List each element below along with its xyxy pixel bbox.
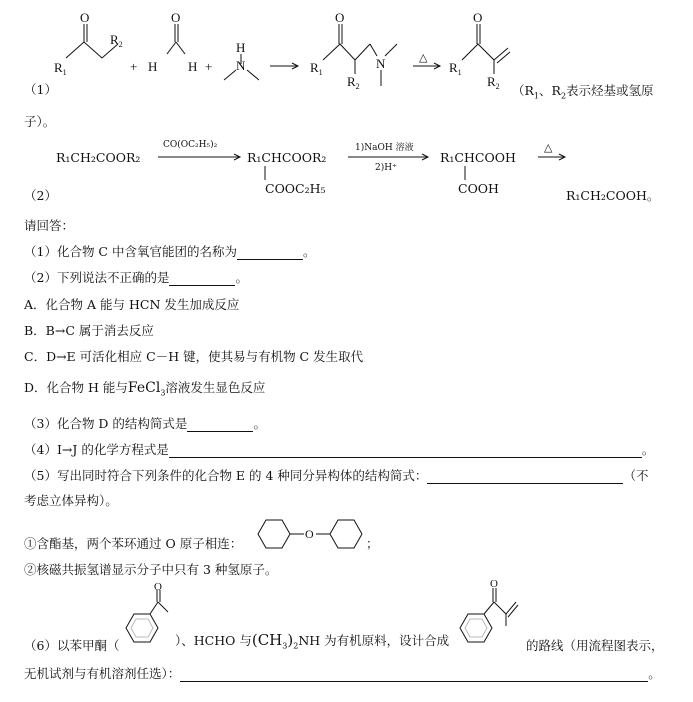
ether-oxygen: O — [305, 527, 314, 541]
svg-text:N: N — [376, 56, 386, 71]
question-5: （5）写出同时符合下列条件的化合物 E 的 4 种同分异构体的结构简式： （不 — [24, 468, 649, 483]
intermediate-2-top: R₁CHCOOH — [440, 150, 516, 165]
intermediate-2-bottom: COOH — [458, 181, 499, 196]
question-6-cont: 无机试剂与有机溶剂任选）： 。 — [24, 666, 661, 681]
delta-symbol: △ — [544, 141, 553, 154]
reagent-1: CO(OC₂H₅)₂ — [163, 140, 218, 150]
svg-text:R2: $R_2$ — [487, 74, 500, 91]
svg-text:△: △ — [419, 52, 428, 64]
svg-text:R2: $R_2$ — [110, 32, 123, 49]
answer-blank-5[interactable] — [427, 471, 623, 484]
reaction-1-note-cont: 子）。 — [24, 114, 56, 129]
svg-text:R2: $R_2$ — [347, 74, 360, 91]
question-4: （4）I→J 的化学方程式是 。 — [24, 442, 655, 457]
svg-text:O: O — [490, 578, 498, 590]
r1-o4: O — [473, 10, 483, 25]
intro: 请回答： — [24, 218, 75, 233]
svg-text:O: O — [154, 582, 162, 593]
answer-blank-3[interactable] — [187, 419, 253, 432]
r1-o3: O — [335, 10, 345, 25]
svg-text:+: + — [130, 59, 138, 74]
svg-text:R1: $R_1$ — [449, 60, 462, 77]
question-3: （3）化合物 D 的结构简式是 。 — [24, 416, 266, 431]
intermediate-1-top: R₁CHCOOR₂ — [247, 150, 327, 165]
r1-o2: O — [171, 10, 181, 25]
option-d: D．化合物 H 能与FeCl$_3$溶液发生显色反应 — [24, 380, 266, 398]
answer-blank-6[interactable] — [180, 669, 648, 682]
r1-o: O — [80, 10, 90, 25]
reaction-1-label: （1） — [24, 82, 57, 97]
question-6-post: 的路线（用流程图表示， — [526, 638, 664, 653]
question-6-pre: （6）以苯甲酮（ — [24, 638, 120, 653]
intermediate-1-bottom: COOC₂H₅ — [265, 181, 326, 196]
target-enone-structure — [456, 578, 526, 652]
question-6-mid: ）、HCHO 与$(CH_3)_2NH$ 为有机原料，设计合成 — [175, 631, 450, 651]
svg-text:N: N — [236, 58, 246, 73]
diphenyl-ether-structure — [254, 514, 366, 554]
reaction-2-product: R₁CH₂COOH。 — [566, 188, 660, 203]
reaction-1-note: （$R_1$、$R_2$表示烃基或氢原 — [512, 83, 654, 101]
condition-2: ②核磁共振氢谱显示分子中只有 3 种氢原子。 — [24, 562, 278, 577]
answer-blank-2[interactable] — [169, 273, 235, 286]
question-5-cont: 考虑立体异构）。 — [24, 493, 118, 508]
svg-text:H: H — [188, 59, 198, 74]
reagent-2-top: 1)NaOH 溶液 — [355, 143, 414, 153]
acetophenone-structure — [120, 582, 176, 652]
condition-1: ①含酯基，两个苯环通过 O 原子相连： — [24, 536, 243, 551]
option-a: A．化合物 A 能与 HCN 发生加成反应 — [24, 297, 240, 312]
reaction-2-label: （2） — [24, 188, 57, 203]
answer-blank-4[interactable] — [169, 445, 642, 458]
svg-text:H: H — [148, 59, 158, 74]
reaction-2-reactant: R₁CH₂COOR₂ — [56, 150, 141, 165]
question-1: （1）化合物 C 中含氧官能团的名称为 。 — [24, 244, 316, 259]
svg-text:H: H — [236, 40, 246, 55]
svg-text:R1: $R_1$ — [310, 60, 323, 77]
option-c: C．D→E 可活化相应 C－H 键，使其易与有机物 C 发生取代 — [24, 349, 364, 364]
svg-text:+: + — [205, 59, 213, 74]
condition-1-end: ； — [366, 536, 379, 551]
option-b: B．B→C 属于消去反应 — [24, 323, 154, 338]
answer-blank-1[interactable] — [237, 247, 303, 260]
svg-text:R1: $R_1$ — [54, 60, 67, 77]
question-2: （2）下列说法不正确的是 。 — [24, 270, 248, 285]
reagent-2-bottom: 2)H⁺ — [375, 163, 397, 173]
